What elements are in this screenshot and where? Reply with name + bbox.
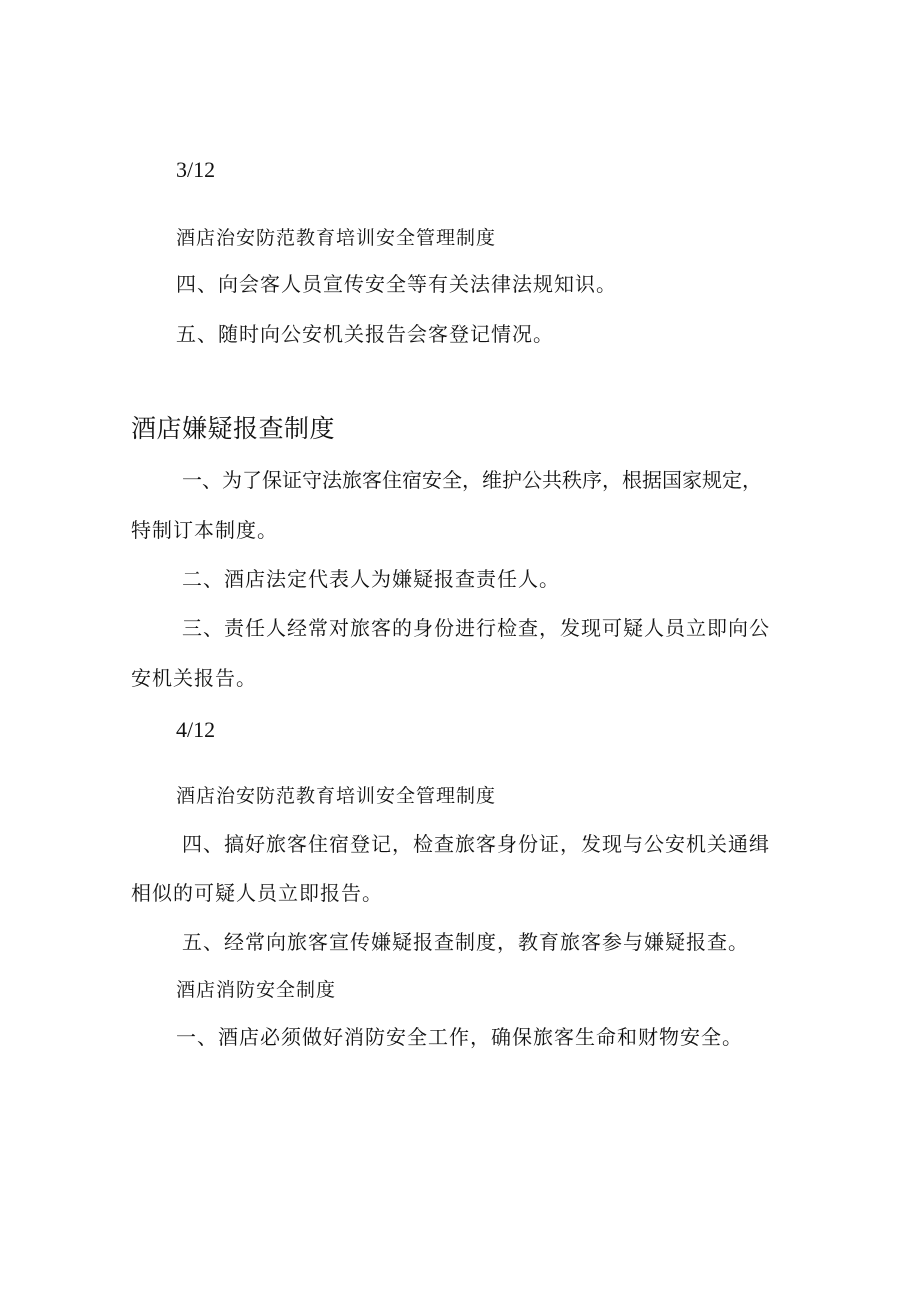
paragraph: 一、酒店必须做好消防安全工作，确保旅客生命和财物安全。 — [176, 1025, 743, 1049]
section-heading: 酒店消防安全制度 — [176, 979, 337, 1001]
doc-title: 酒店治安防范教育培训安全管理制度 — [176, 785, 497, 807]
doc-title: 酒店治安防范教育培训安全管理制度 — [176, 227, 497, 249]
paragraph: 二、酒店法定代表人为嫌疑报查责任人。 — [182, 567, 560, 591]
paragraph: 五、随时向公安机关报告会客登记情况。 — [176, 322, 554, 346]
paragraph — [182, 466, 804, 494]
page-number: 4/12 — [176, 717, 216, 742]
paragraph-continuation: 相似的可疑人员立即报告。 — [131, 881, 383, 905]
paragraph-text: 一、为了保证守法旅客住宿安全，维护公共秩序，根据国家规定， — [182, 468, 762, 492]
paragraph: 四、搞好旅客住宿登记，检查旅客身份证，发现与公安机关通缉 — [182, 832, 770, 856]
paragraph: 五、经常向旅客宣传嫌疑报查制度，教育旅客参与嫌疑报查。 — [182, 930, 749, 954]
paragraph: 四、向会客人员宣传安全等有关法律法规知识。 — [176, 272, 617, 296]
paragraph-continuation: 特制订本制度。 — [131, 518, 278, 542]
section-heading: 酒店嫌疑报查制度 — [131, 414, 336, 443]
paragraph-continuation: 安机关报告。 — [131, 666, 257, 690]
page-number: 3/12 — [176, 157, 216, 182]
paragraph: 三、责任人经常对旅客的身份进行检查，发现可疑人员立即向公 — [182, 616, 770, 640]
